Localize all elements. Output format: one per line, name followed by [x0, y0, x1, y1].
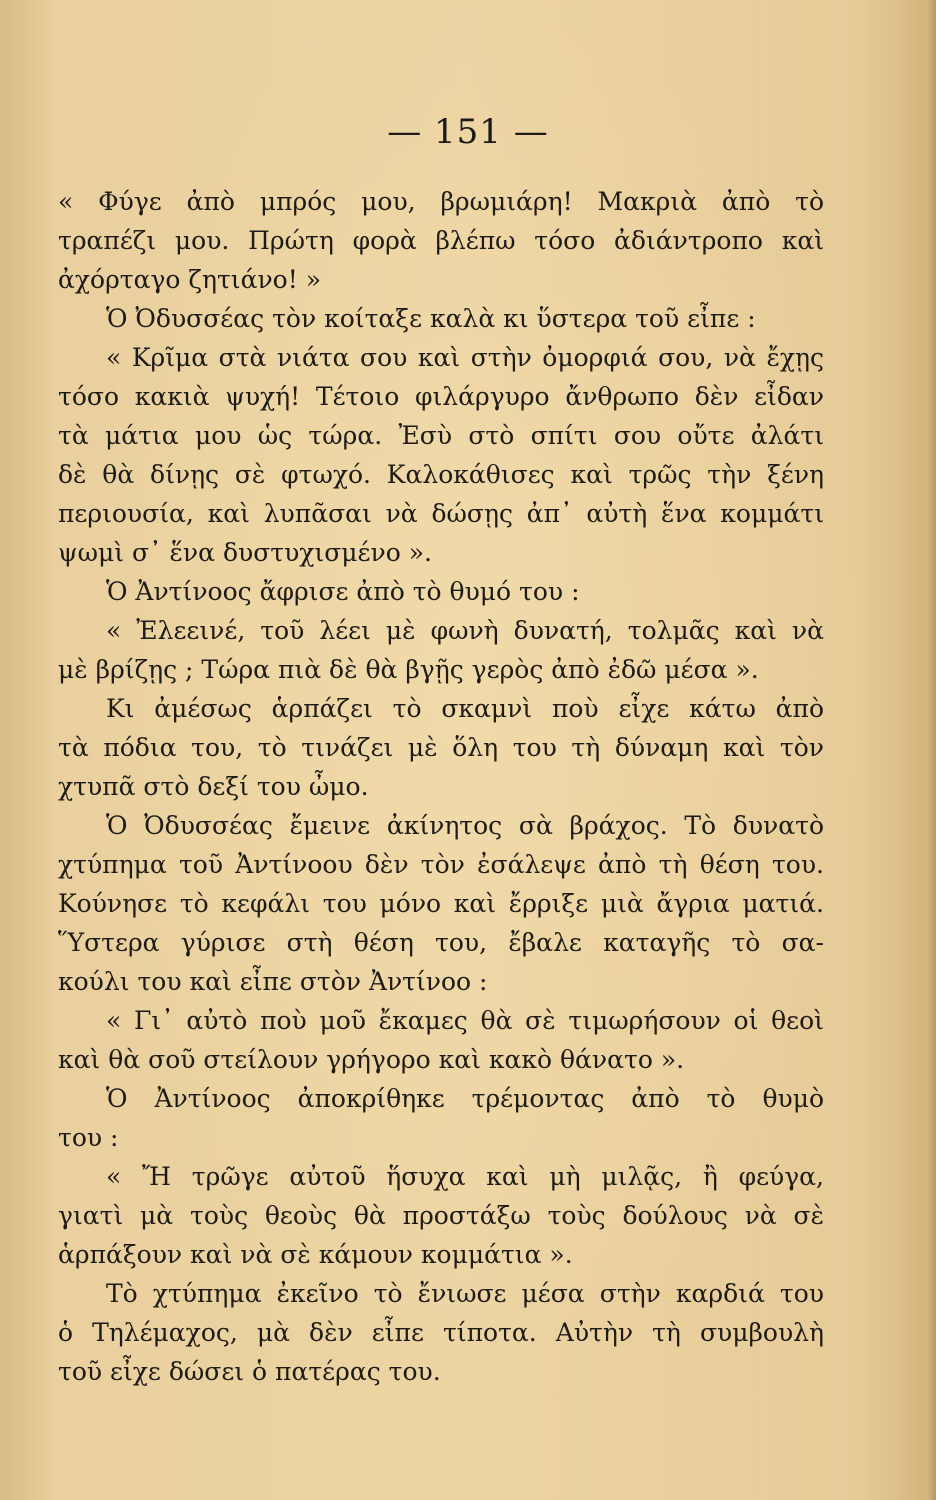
text-line: περιουσία, καὶ λυπᾶσαι νὰ δώσῃς ἀπ᾽ αὐτὴ ἕνα κομμάτι [58, 499, 824, 528]
text-line: χτύπημα τοῦ Ἀντίνοου δὲν τὸν ἐσάλεψε ἀπὸ τὴ θέση του. [58, 850, 824, 879]
text-line: μὲ βρίζῃς ; Τώρα πιὰ δὲ θὰ βγῇς γερὸς ἀπὸ ἐδῶ μέσα ». [58, 655, 759, 684]
text-line: του : [58, 1123, 119, 1152]
text-line: δὲ θὰ δίνῃς σὲ φτωχό. Καλοκάθισες καὶ τρῶς τὴν ξένη [58, 460, 824, 489]
text-line: ἀχόρταγο ζητιάνο! » [58, 265, 322, 294]
text-line: τόσο κακιὰ ψυχή! Τέτοιο φιλάργυρο ἄνθρωπο δὲν εἶδαν [58, 382, 824, 411]
text-line: Ὕστερα γύρισε στὴ θέση του, ἔβαλε καταγῆς τὸ σα- [58, 928, 824, 957]
text-line: « Γι᾽ αὐτὸ ποὺ μοῦ ἔκαμες θὰ σὲ τιμωρήσουν οἱ θεοὶ [106, 1006, 824, 1035]
text-line: « Φύγε ἀπὸ μπρός μου, βρωμιάρη! Μακριὰ ἀπὸ τὸ [58, 187, 824, 216]
page-body-text [58, 182, 824, 1391]
text-line: τὰ πόδια του, τὸ τινάζει μὲ ὅλη του τὴ δύναμη καὶ τὸν [58, 733, 824, 762]
text-line: Κι ἀμέσως ἁρπάζει τὸ σκαμνὶ ποὺ εἶχε κάτω ἀπὸ [106, 694, 824, 723]
text-line: Κούνησε τὸ κεφάλι του μόνο καὶ ἔρριξε μιὰ ἄγρια ματιά. [58, 889, 824, 918]
text-line: κούλι του καὶ εἶπε στὸν Ἀντίνοο : [58, 967, 488, 996]
text-line: ψωμὶ σ᾽ ἕνα δυστυχισμένο ». [58, 538, 432, 567]
text-line: τραπέζι μου. Πρώτη φορὰ βλέπω τόσο ἀδιάντροπο καὶ [58, 226, 824, 255]
text-line: καὶ θὰ σοῦ στείλουν γρήγορο καὶ κακὸ θάνατο ». [58, 1045, 685, 1074]
text-line: Ὁ Ἀντίνοος ἀποκρίθηκε τρέμοντας ἀπὸ τὸ θυμὸ [106, 1084, 824, 1113]
text-line: τὰ μάτια μου ὡς τώρα. Ἐσὺ στὸ σπίτι σου οὔτε ἀλάτι [58, 421, 824, 450]
text-line: γιατὶ μὰ τοὺς θεοὺς θὰ προστάξω τοὺς δούλους νὰ σὲ [58, 1201, 824, 1230]
text-line: « Ἐλεεινέ, τοῦ λέει μὲ φωνὴ δυνατή, τολμᾶς καὶ νὰ [106, 616, 824, 645]
text-line: χτυπᾶ στὸ δεξί του ὦμο. [58, 772, 369, 801]
text-line: ἁρπάξουν καὶ νὰ σὲ κάμουν κομμάτια ». [58, 1240, 573, 1269]
text-line: ὁ Τηλέμαχος, μὰ δὲν εἶπε τίποτα. Αὐτὴν τὴ συμβουλὴ [58, 1318, 824, 1347]
text-line: τοῦ εἶχε δώσει ὁ πατέρας του. [58, 1357, 441, 1386]
text-line: Τὸ χτύπημα ἐκεῖνο τὸ ἔνιωσε μέσα στὴν καρδιά του [106, 1279, 824, 1308]
page-number: — 151 — [387, 112, 549, 152]
text-line: Ὁ Ὀδυσσέας τὸν κοίταξε καλὰ κι ὕστερα τοῦ εἶπε : [106, 304, 756, 333]
text-line: « Ἤ τρῶγε αὐτοῦ ἥσυχα καὶ μὴ μιλᾷς, ἢ φεύγα, [106, 1162, 824, 1191]
text-line: « Κρῖμα στὰ νιάτα σου καὶ στὴν ὀμορφιά σου, νὰ ἔχῃς [106, 343, 824, 372]
text-line: Ὁ Ὀδυσσέας ἔμεινε ἀκίνητος σὰ βράχος. Τὸ δυνατὸ [106, 811, 824, 840]
text-line: Ὁ Ἀντίνοος ἄφρισε ἀπὸ τὸ θυμό του : [106, 577, 580, 606]
page-edge-shadow [928, 0, 936, 1500]
